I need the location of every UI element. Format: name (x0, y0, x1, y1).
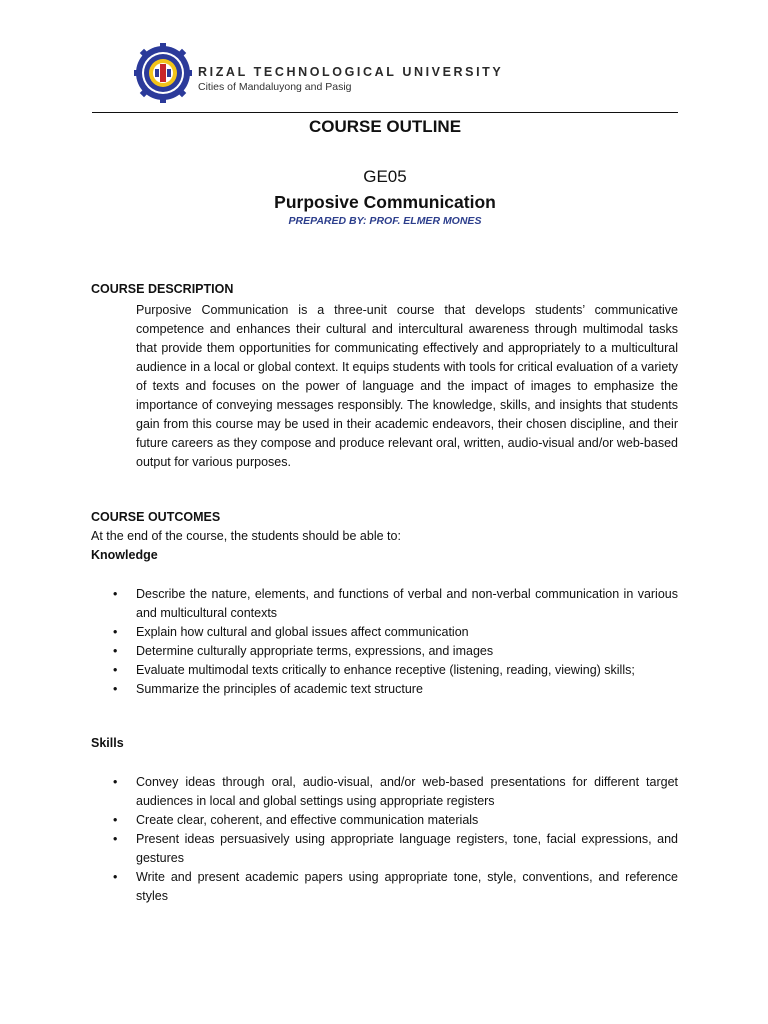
skills-heading: Skills (91, 736, 124, 750)
letterhead (92, 42, 678, 112)
university-name: RIZAL TECHNOLOGICAL UNIVERSITY (198, 65, 504, 79)
knowledge-list (112, 585, 678, 699)
bullet-icon: • (113, 625, 118, 639)
list-item: • Evaluate multimodal texts critically to enhance receptive (listening, reading, viewing) skills; (112, 661, 678, 680)
course-description-heading: COURSE DESCRIPTION (91, 282, 234, 296)
list-item: • Explain how cultural and global issues affect communication (112, 623, 678, 642)
header-divider (92, 112, 678, 113)
course-description-text: Purposive Communication is a three-unit course that develops students’ communicative competence and enhances their cultural and intercultural awareness through multimodal tasks that provide them opportunities for communicating effectively and appropriately to a multicultural audience in a local or global context. It equips students with tools for critical evaluation of a variety of texts and focuses on the power of language and the impact of images to emphasize the importance of conveying messages responsibly. The knowledge, skills, and insights that students gain from this course may be used in their academic endeavors, their chosen discipline, and their future careers as they compose and produce relevant oral, written, audio-visual and/or web-based output for various purposes. (136, 303, 678, 469)
skills-list (112, 773, 678, 906)
outcomes-intro: At the end of the course, the students should be able to: (91, 529, 401, 543)
bullet-icon: • (113, 587, 118, 601)
bullet-icon: • (113, 832, 118, 846)
document-title: COURSE OUTLINE (308, 117, 462, 136)
course-code: GE05 (363, 167, 407, 186)
bullet-icon: • (113, 663, 118, 677)
university-subtitle: Cities of Mandaluyong and Pasig (198, 81, 352, 93)
prepared-by: PREPARED BY: PROF. ELMER MONES (288, 215, 482, 227)
list-item: • Determine culturally appropriate terms, expressions, and images (112, 642, 678, 661)
knowledge-heading: Knowledge (91, 548, 158, 562)
list-item: • Describe the nature, elements, and functions of verbal and non-verbal communication in various and multicultural contexts (113, 587, 678, 620)
course-outcomes-heading: COURSE OUTCOMES (91, 510, 221, 524)
list-item: • Present ideas persuasively using appropriate language registers, tone, facial expressions, and gestures (113, 832, 678, 865)
university-seal-icon (134, 42, 192, 104)
bullet-icon: • (113, 644, 118, 658)
course-name: Purposive Communication (274, 192, 496, 212)
bullet-icon: • (113, 870, 118, 884)
list-item: • Create clear, coherent, and effective communication materials (112, 811, 678, 830)
bullet-icon: • (113, 775, 118, 789)
list-item: • Convey ideas through oral, audio-visual, and/or web-based presentations for different target audiences in local and global settings using appropriate registers (113, 775, 678, 808)
bullet-icon: • (113, 682, 118, 696)
list-item: • Write and present academic papers using appropriate tone, style, conventions, and reference styles (113, 870, 678, 903)
list-item: • Summarize the principles of academic text structure (112, 680, 678, 699)
bullet-icon: • (113, 813, 118, 827)
